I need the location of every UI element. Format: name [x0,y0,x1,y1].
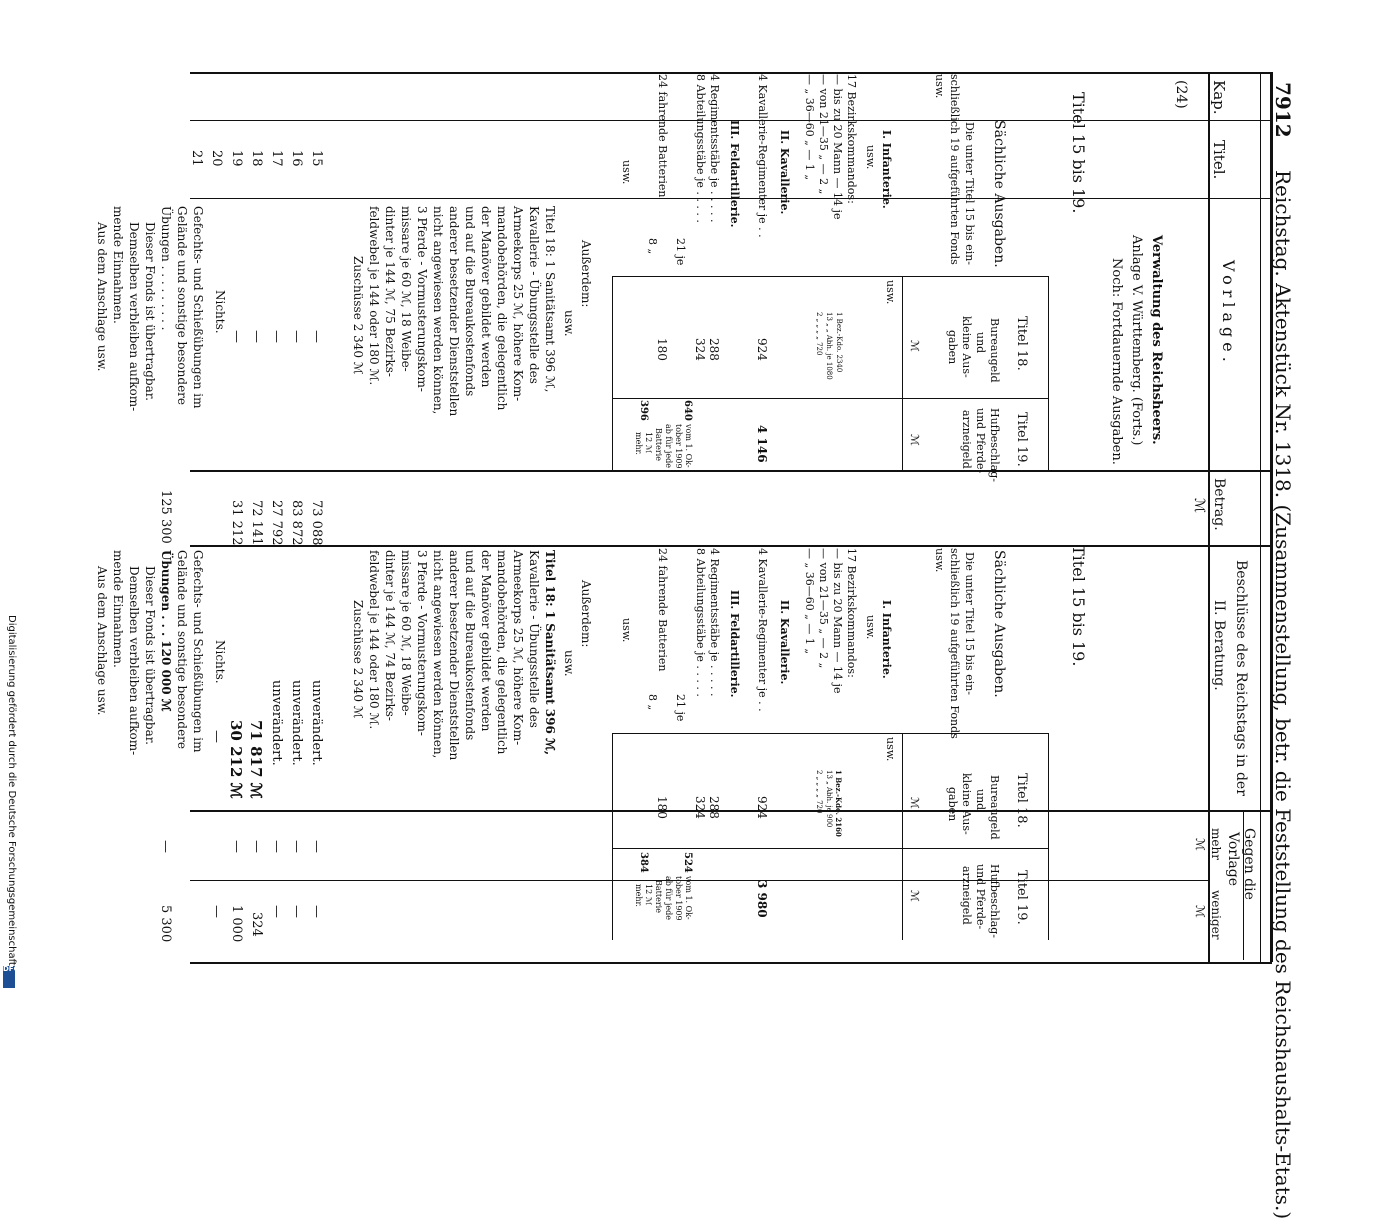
subtable-value: 324 [693,796,707,819]
ausserdem-line: der Manöver gebildet werden [479,206,493,388]
dash: — [309,330,324,343]
beschluss-value: unverändert. [289,680,304,766]
beratung-header: II. Beratung. [1211,600,1227,691]
subtable-unit: ℳ [908,340,921,352]
infanterie-heading: I. Infanterie. [880,130,893,209]
digitization-credit: Digitalisierung gefördert durch die Deutsche Forschungsgemeinschaft [6,615,17,966]
ausserdem-heading: Außerdem: [579,240,593,308]
subtable-mid [612,848,1048,849]
ausserdem-line: Zuschüsse 2 340 ℳ [351,256,365,375]
table-frame-left [190,72,1272,74]
weniger-dash: — [309,905,324,918]
gefechts-line: Dieser Fonds ist übertragbar. [143,566,157,745]
gefechts-line: Gefechts- und Schießübungen im [191,206,205,409]
subtable-note: Batterie [654,428,663,461]
subtable-col18: gaben [946,330,959,365]
subtable-col18: und [974,332,987,354]
subtable-value: 180 [655,796,669,819]
gefechts-line: Aus dem Anschlage usw. [95,222,109,372]
subtable-mid [612,398,1048,399]
weniger-dash: — [289,905,304,918]
ausserdem-line: anderer besetzender Dienststellen [447,550,461,761]
subtable-bezirk: 2 „ „ „ „ 720 [815,770,823,814]
subtable-col18: gaben [946,787,959,822]
subtable-unit: ℳ [908,797,921,809]
subtable-note: tober 1909 [674,424,683,469]
subtable-value: 396 [638,400,649,421]
gefechts-line: Gelände und sonstige besondere [175,206,189,406]
subtable-value: 3 980 [755,880,769,918]
subtable-usw: usw. [884,280,897,305]
betrag-column-rule [190,545,1272,547]
betrag-unit: ℳ [1191,498,1207,513]
mehr-header: mehr [1209,828,1223,860]
noch-line: Noch: Fortdauernde Ausgaben. [1109,258,1124,465]
bezirk-line: — bis zu 20 Mann — 14 je [831,548,844,694]
subtable-value: 524 [682,852,693,873]
subtable-col18: kleine Aus- [960,773,973,835]
ausserdem-line: mandobehörden, die gelegentlich [495,550,509,755]
ausserdem-line: dinter je 144 ℳ, 75 Bezirks- [383,206,397,377]
titel-number: 20 [209,150,224,167]
subtable-bottom [612,276,613,470]
dash: — [229,330,244,343]
usw-text: usw. [864,615,877,640]
subtable-note: vom 1. Ok- [684,424,693,468]
saechliche-heading: Sächliche Ausgaben. [991,550,1007,698]
subtable-titel19: Titel 19. [1014,412,1029,467]
mehr-dash: — [289,840,304,853]
weniger-value: 1 000 [229,905,244,943]
ausserdem-line: Zuschüsse 2 340 ℳ [351,600,365,719]
ausserdem-line: der Manöver gebildet werden [479,550,493,732]
beschluesse-header: Beschlüsse des Reichstags in der [1233,560,1249,796]
subtable-col18: kleine Aus- [960,316,973,378]
subtable-value: 924 [755,796,769,819]
bezirk-line: — „ 36—60 „ — 1 „ [803,548,816,655]
bezirk-line: — „ 36—60 „ — 1 „ [803,74,816,181]
betrag-amount: 31 212 [229,500,244,546]
subtable-value: 180 [655,338,669,361]
weniger-unit: ℳ [1193,905,1207,918]
abteilungsstaebe-line: 8 Abteilungsstäbe je . . . . . [694,548,707,697]
nichts-text: Nichts. [213,290,227,334]
subtable-note: tober 1909 [674,876,683,921]
ausserdem-line: Titel 18: 1 Sanitätsamt 396 ℳ, [543,550,557,756]
usw-text: usw. [620,618,633,643]
ausserdem-line: nicht angewiesen werden können, [431,206,445,415]
subtable-value: 288 [707,338,721,361]
betrag-amount: 83 872 [289,500,304,546]
weniger-value: 5 300 [158,905,173,943]
subtable-unit: ℳ [908,890,921,902]
subtable-note: vom 1. Ok- [684,876,693,920]
titel-range: Titel 15 bis 19. [1069,92,1088,214]
kap-number: (24) [1173,80,1189,109]
ausserdem-line: Kavallerie - Übungsstelle des [527,550,541,728]
intro-line: Die unter Titel 15 bis ein- [963,122,976,266]
subtable-col18: und [974,789,987,811]
mehr-dash: — [158,840,173,853]
intro-line: usw. [933,548,946,573]
subtable-bezirk: 2 „ „ „ „ 720 [815,312,823,356]
vorlage-column-rule [190,470,1272,472]
kavallerie-heading: II. Kavallerie. [778,130,791,215]
usw-text: usw. [562,310,576,337]
titel-number: 19 [229,150,244,167]
bezirk-line: — von 21—35 „ — 2 „ [817,74,830,195]
subtable-bottom [612,733,613,940]
kavallerie-line: 4 Kavallerie-Regimenter je . . [756,548,769,712]
saechliche-heading: Sächliche Ausgaben. [991,120,1007,268]
betrag-amount: 72 141 [249,500,264,546]
kavallerie-line: 4 Kavallerie-Regimenter je . . [756,74,769,238]
vorlage-sub-header: Vorlage [1225,832,1241,887]
beschluss-value: — [209,730,224,743]
gefechts-line: Gelände und sonstige besondere [175,550,189,750]
subtable-usw: usw. [884,737,897,762]
subtable-header-rule [902,276,903,470]
dash: — [249,330,264,343]
betrag-amount: 27 792 [269,500,284,546]
gefechts-line: Dieser Fonds ist übertragbar. [143,222,157,401]
mehr-dash: — [269,840,284,853]
gefechts-line: Gefechts- und Schießübungen im [191,550,205,753]
subtable-value: 4 146 [755,425,769,463]
subtable-bezirk: 13 „ „ Abh. je 1080 [825,312,833,380]
kavallerie-heading: II. Kavallerie. [778,600,791,685]
weniger-dash: — [269,905,284,918]
table-frame-top-inner [1260,72,1261,962]
gefechts-line: mende Einnahmen. [111,206,125,324]
subtable-value: 324 [693,338,707,361]
ausserdem-line: feldwebel je 144 oder 180 ℳ. [367,206,381,386]
weniger-value: 324 [249,912,264,937]
mehr-weniger-rule [190,880,1208,881]
mehr-unit: ℳ [1193,838,1207,851]
ausserdem-line: nicht angewiesen werden können, [431,550,445,759]
titel-number: 15 [309,150,324,167]
beschluss-value: 30 212 ℳ [227,720,245,799]
gefechts-line: Übungen . . . . . . . . . [159,206,173,331]
anlage-line: Anlage V. Württemberg. (Forts.) [1129,235,1144,446]
titel-number: 17 [269,150,284,167]
subtable-value: 288 [707,796,721,819]
abteilungsstaebe-line: 8 Abteilungsstäbe je . . . . . [694,74,707,223]
regimentsstaebe-line: 4 Regimentsstäbe je . . . . . [708,548,721,697]
subtable-value: 924 [755,338,769,361]
titel-range: Titel 15 bis 19. [1069,545,1088,667]
ausserdem-line: Titel 18: 1 Sanitätsamt 396 ℳ, [543,206,557,393]
intro-line: schließlich 19 aufgeführten Fonds [948,548,961,739]
gefechts-line: Übungen . . . 120 000 ℳ [159,550,173,712]
subtable-note: mehr. [634,884,643,907]
gefechts-line: Demselben verbleiben aufkom- [127,222,141,412]
usw-text: usw. [562,650,576,677]
bezirk-line: — von 21—35 „ — 2 „ [817,548,830,669]
feldartillerie-heading: III. Feldartillerie. [728,590,741,698]
verwaltung-heading: Verwaltung des Reichsheers. [1149,235,1164,445]
ausserdem-line: anderer besetzender Dienststellen [447,206,461,417]
subtable-note: 12 ℳ [644,884,653,906]
ausserdem-line: Armeekorps 25 ℳ, höhere Kom- [511,550,525,746]
subtable-col19: Hufbeschlag- [988,408,1001,483]
subtable-left [612,733,1048,734]
ausserdem-line: und auf die Bureaukostenfonds [463,206,477,397]
ausserdem-line: dinter je 144 ℳ, 74 Bezirks- [383,550,397,721]
subtable-bezirk: 1 Bez.-Kdo. 2160 [834,770,843,837]
dash: — [289,330,304,343]
batterien-count: 8 „ [646,694,659,711]
dash: — [269,330,284,343]
titel-number: 16 [289,150,304,167]
gefechts-line: mende Einnahmen. [111,550,125,668]
ausserdem-line: Armeekorps 25 ℳ, höhere Kom- [511,206,525,402]
subtable-top [1048,733,1049,940]
bezirk-line: 17 Bezirkskommandos: [845,548,858,678]
beschluss-value: 71 817 ℳ [247,720,265,799]
subtable-value: 640 [682,400,693,421]
mehr-dash: — [249,840,264,853]
ausserdem-line: Kavallerie - Übungsstelle des [527,206,541,384]
subtable-bezirk: 1 Bez.-Kdo. 2340 [835,312,843,373]
weniger-dash: — [209,905,224,918]
intro-line: schließlich 19 aufgeführten Fonds [948,74,961,265]
infanterie-heading: I. Infanterie. [880,600,893,679]
ausserdem-heading: Außerdem: [579,580,593,648]
subtable-titel18: Titel 18. [1014,773,1029,828]
batterien-line: 24 fahrende Batterien [656,74,669,198]
table-frame-top [1270,72,1273,962]
usw-text: usw. [620,160,633,185]
batterien-count: 21 je [674,694,687,722]
beschluss-value: unverändert. [309,680,324,766]
subtable-unit: ℳ [908,434,921,446]
beschluss-value: unverändert. [269,680,284,766]
titel-number: 21 [189,150,204,167]
usw-text: usw. [864,145,877,170]
weniger-header: weniger [1209,890,1223,940]
ausserdem-line: 3 Pferde - Vormusterungskom- [415,206,429,392]
batterien-count: 8 „ [646,238,659,255]
subtable-col19: und Pferde- [974,408,987,474]
subtable-note: ab für jede [664,424,673,468]
bezirk-line: — bis zu 20 Mann — 14 je [831,74,844,220]
mehr-dash: — [309,840,324,853]
subtable-note: ab für jede [664,876,673,920]
betrag-amount: 73 088 [309,500,324,546]
betrag-header: Betrag. [1211,478,1227,531]
subtable-top [1048,276,1049,470]
subtable-bezirk: 13 „ Abh. je 900 [825,770,833,828]
titel-number: 18 [249,150,264,167]
vorlage-header: Vorlage. [1219,260,1238,367]
subtable-col18: Bureaugeld [988,775,1001,840]
subtable-value: 384 [638,852,649,873]
ausserdem-line: missare je 60 ℳ, 18 Weibe- [399,206,413,372]
subtable-note: mehr. [634,432,643,455]
intro-line: Die unter Titel 15 bis ein- [963,552,976,696]
subtable-left [612,276,1048,277]
subtable-col19: arzneigeld [960,410,973,469]
subtable-col19: und Pferde- [974,864,987,930]
subtable-header-rule [902,733,903,940]
bezirk-line: 17 Bezirkskommandos: [845,74,858,204]
gegen-header: Gegen die [1241,828,1257,900]
table-frame-right [190,962,1272,964]
page-number: 7912 [1271,82,1295,138]
batterien-line: 24 fahrende Batterien [656,548,669,672]
regimentsstaebe-line: 4 Regimentsstäbe je . . . . . [708,74,721,223]
batterien-count: 21 je [674,238,687,266]
titel-header: Titel. [1210,140,1228,180]
ausserdem-line: missare je 60 ℳ, 18 Weibe- [399,550,413,716]
mehr-dash: — [229,840,244,853]
subtable-note: Batterie [654,880,663,913]
subtable-col19: arzneigeld [960,866,973,925]
gefechts-line: Aus dem Anschlage usw. [95,566,109,716]
betrag-amount: 125 300 [158,490,173,544]
subtable-titel18: Titel 18. [1014,316,1029,371]
intro-line: usw. [933,74,946,99]
subtable-titel19: Titel 19. [1014,870,1029,925]
nichts-text: Nichts. [213,640,227,684]
page-title: Reichstag. Aktenstück Nr. 1318. (Zusammenstellung, betr. die Feststellung des Reichshaushalts-Etats.) [1271,170,1295,1219]
feldartillerie-heading: III. Feldartillerie. [728,120,741,228]
ausserdem-line: mandobehörden, die gelegentlich [495,206,509,411]
ausserdem-line: und auf die Bureaukostenfonds [463,550,477,741]
beschluss-column-rule [190,810,1272,812]
ausserdem-line: feldwebel je 144 oder 180 ℳ. [367,550,381,730]
gefechts-line: Demselben verbleiben aufkom- [127,566,141,756]
subtable-note: 12 ℳ [644,432,653,454]
ausserdem-line: 3 Pferde - Vormusterungskom- [415,550,429,736]
dfg-logo: DFG [3,966,15,988]
subtable-col19: Hufbeschlag- [988,864,1001,939]
subtable-col18: Bureaugeld [988,318,1001,383]
kap-header: Kap. [1210,80,1228,115]
